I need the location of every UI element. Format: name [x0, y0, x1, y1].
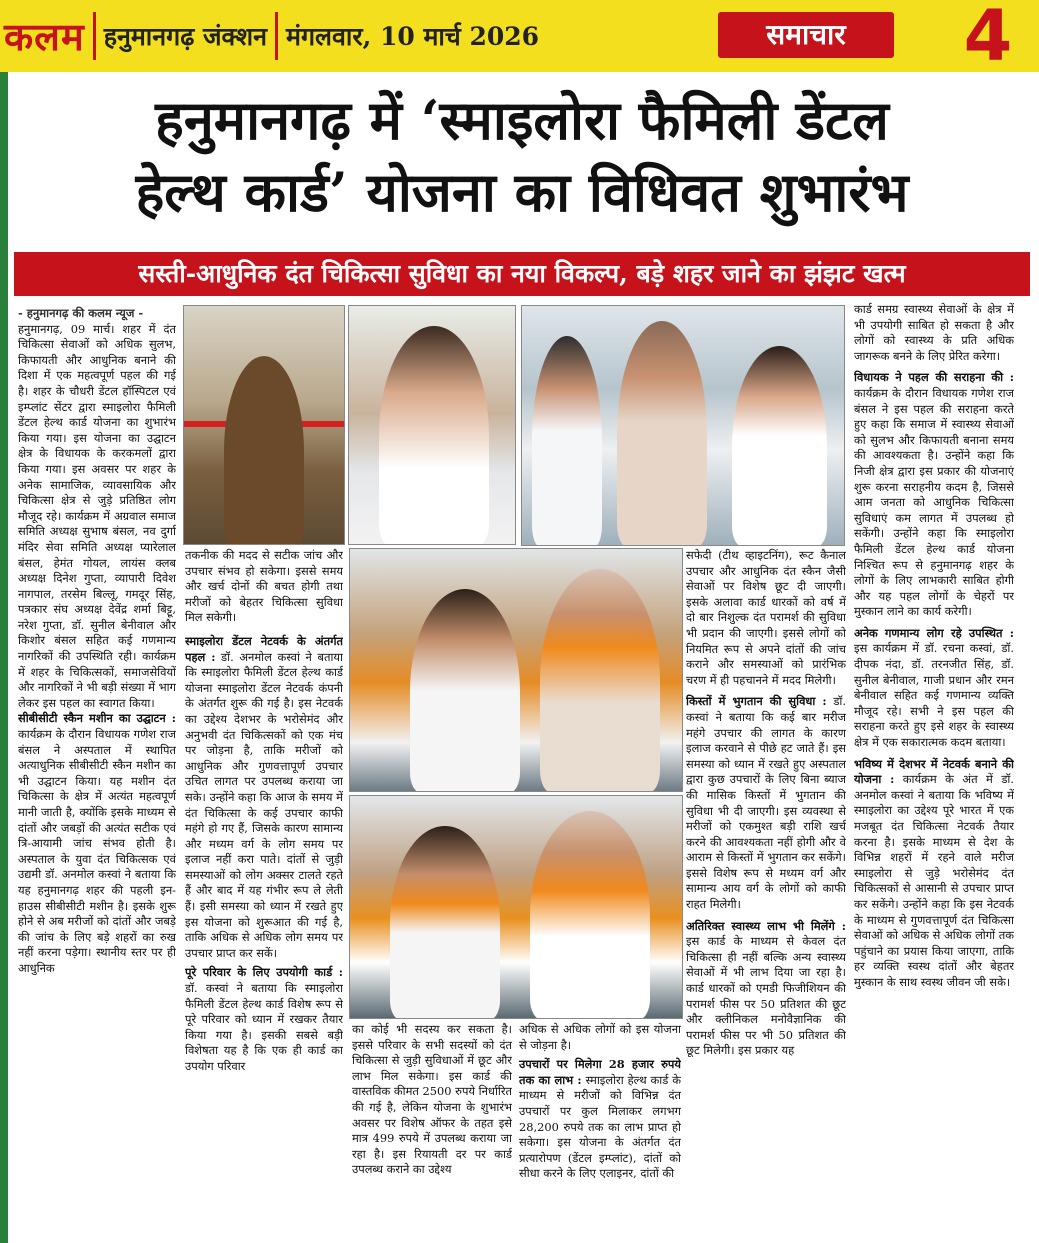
article-column-5 [686, 548, 846, 1236]
paragraph: कार्ड समग्र स्वास्थ्य सेवाओं के क्षेत्र में भी उपयोगी साबित हो सकता है और लोगों को स्वास्थ्य के प्रति अधिक जागरूक बनने के लिए प्रेरित करेगा। [854, 302, 1014, 363]
paragraph: कार्यक्रम के दौरान विधायक गणेश राज बंसल ने अस्पताल में स्थापित अत्याधुनिक सीबीसीटी स्कैन मशीन का भी उद्घाटन किया। यह मशीन दंत चिकित्सा के क्षेत्र में अत्यंत महत्वपूर्ण मानी जाती है, क्योंकि इसके माध्यम से दांतों और जबड़ों की अत्यंत सटीक एवं त्रि-आयामी जांच संभव होती है। अस्पताल के युवा दंत चिकित्सक एवं उद्यमी डॉ. अनमोल कस्वां ने बताया कि यह हनुमानगढ़ शहर की पहली इन-हाउस सीबीसीटी मशीन है। इसके शुरू होने से अब मरीजों को दांतों और जबड़े की जांच के लिए बड़े शहरों का रुख नहीं करना पड़ेगा। स्थानीय स्तर पर ही आधुनिक [18, 727, 176, 975]
masthead-brand: कलम [4, 14, 85, 59]
paragraph: स्माइलोरा हेल्थ कार्ड के माध्यम से मरीजों को विभिन्न दंत उपचारों पर कुल मिलाकर लगभग 28,200 रुपये तक का लाभ प्राप्त हो सकेगा। इस योजना के अंतर्गत दंत प्रत्यारोपण (डेंटल इम्प्लांट), दांतों को सीधा करने के लिए एलाइनर, दांतों की [519, 1072, 681, 1181]
paragraph: कार्यक्रम के दौरान विधायक गणेश राज बंसल ने इस पहल की सराहना करते हुए कहा कि समाज में स्वास्थ्य सेवाओं को सुलभ और किफायती बनाना समय की आवश्यकता है। उन्होंने कहा कि निजी क्षेत्र द्वारा इस प्रकार की योजनाएं शुरू करना सराहनीय कदम है, जिससे आम जनता को आधुनिक चिकित्सा सुविधाएं कम लागत में उपलब्ध हो सकेंगी। उन्होंने कहा कि स्माइलोरा फैमिली डेंटल हेल्थ कार्ड योजना निश्चित रूप से हनुमानगढ़ शहर के लोगों के लिए लाभकारी साबित होगी और यह पहल लोगों के चेहरों पर मुस्कान लाने का कार्य करेगी। [854, 385, 1014, 619]
paragraph: डॉ. कस्वां ने बताया कि स्माइलोरा फैमिली डेंटल हेल्थ कार्ड विशेष रूप से पूरे परिवार को ध्यान में रखकर तैयार किया गया है। इसकी सबसे बड़ी विशेषता यह है कि एक ही कार्ड का उपयोग परिवार [185, 981, 343, 1073]
paragraph: सफेदी (टीथ व्हाइटनिंग), रूट कैनाल उपचार और आधुनिक दंत स्कैन जैसी सेवाओं पर विशेष छूट दी जाएगी। इसके अलावा कार्ड धारकों को वर्ष में दो बार निशुल्क दंत परामर्श की सुविधा भी प्रदान की जाएगी। इससे लोगों को नियमित रूप से अपने दांतों की जांच कराने और समस्याओं को प्रारंभिक चरण में ही पहचानने में मदद मिलेगी। [686, 548, 846, 687]
photo-ribbon-cutting [183, 305, 345, 545]
subheading: किस्तों में भुगतान की सुविधा : [686, 694, 827, 709]
person-figure [617, 321, 707, 546]
subheading: विधायक ने पहल की सराहना की : [854, 370, 1014, 385]
subheading: सीबीसीटी स्कैन मशीन का उद्घाटन : [18, 711, 176, 726]
subheading: पूरे परिवार के लिए उपयोगी कार्ड : [185, 965, 343, 980]
masthead-divider [93, 12, 96, 60]
article-column-3 [352, 1022, 512, 1236]
paragraph: अधिक से अधिक लोगों को इस योजना से जोड़ना है। [519, 1022, 681, 1052]
paragraph: इस कार्ड के माध्यम से केवल दंत चिकित्सा ही नहीं बल्कि अन्य स्वास्थ्य सेवाओं में भी लाभ दिया जा रहा है। कार्ड धारकों को एमडी फिजीशियन की परामर्श फीस पर 50 प्रतिशत की छूट और क्लीनिकल मनोवैज्ञानिक की परामर्श फीस पर भी 50 प्रतिशत की छूट मिलेगी। इस प्रकार यह [686, 934, 846, 1058]
paragraph: तकनीक की मदद से सटीक जांच और उपचार संभव हो सकेगा। इससे समय और खर्च दोनों की बचत होगी तथा मरीजों को बेहतर चिकित्सा सुविधा मिल सकेगी। [185, 548, 343, 625]
headline [12, 84, 1032, 228]
subheading: अतिरिक्त स्वास्थ्य लाभ भी मिलेंगे : [686, 918, 846, 933]
page-number: 4 [963, 0, 1013, 77]
subheading: उपचारों पर मिलेगा 28 हजार रुपये तक का लाभ : [519, 1057, 681, 1087]
paragraph: डॉ. कस्वां ने बताया कि कई बार मरीज महंगे उपचार की लागत के कारण इलाज करवाने से पीछे हट जाते हैं। इस समस्या को ध्यान में रखते हुए अस्पताल द्वारा कुछ उपचारों के लिए बिना ब्याज की मासिक किस्तों में भुगतान की सुविधा भी दी जाएगी। इस व्यवस्था से मरीजों को एकमुश्त बड़ी राशि खर्च करने की आवश्यकता नहीं होगी और वे आराम से किस्तों में भुगतान कर सकेंगे। इससे विशेष रूप से मध्यम वर्ग और सामान्य आय वर्ग के लोगों को काफी राहत मिलेगी। [686, 694, 846, 912]
headline-line-1: हनुमानगढ़ में ‘स्माइलोरा फैमिली डेंटल [155, 88, 889, 152]
person-figure [530, 811, 650, 1019]
person-figure [224, 356, 304, 545]
masthead-date: मंगलवार, 10 मार्च 2026 [286, 22, 540, 51]
person-figure [540, 569, 660, 792]
article-column-2 [185, 548, 343, 1236]
paragraph: इस कार्यक्रम में डॉ. रचना कस्वां, डॉ. दीपक नंदा, डॉ. तरनजीत सिंह, डॉ. सुनील बेनीवाल, गाजी प्रधान और रमन बेनीवाल सहित कई गणमान्य व्यक्ति मौजूद रहे। सभी ने इस पहल की सराहना करते हुए इसे शहर के स्वास्थ्य क्षेत्र में एक सकारात्मक कदम बताया। [854, 641, 1014, 750]
photo-garland-handshake [349, 548, 683, 792]
section-label: समाचार [718, 12, 894, 58]
paragraph: डॉ. अनमोल कस्वां ने बताया कि स्माइलोरा फैमिली डेंटल हेल्थ कार्ड योजना स्माइलोरा डेंटल नेटवर्क कंपनी के अंतर्गत शुरू की गई है। इस नेटवर्क का उद्देश्य देशभर के भरोसेमंद और अनुभवी दंत चिकित्सकों को एक मंच पर जोड़ना है, ताकि मरीजों को आधुनिक और गुणवत्तापूर्ण उपचार उचित लागत पर उपलब्ध कराया जा सके। उन्होंने कहा कि आज के समय में दंत चिकित्सा के कई उपचार काफी महंगे हो गए हैं, जिसके कारण सामान्य और मध्यम वर्ग के लोग समय पर इलाज नहीं करा पाते। दांतों से जुड़ी समस्याओं को लोग अक्सर टालते रहते हैं और बाद में यह गंभीर रूप ले लेती हैं। इसी समस्या को ध्यान में रखते हुए इस योजना को शुरूआत की गई है, ताकि अधिक से अधिक लोग समय पर उपचार प्राप्त कर सकें। [185, 649, 343, 960]
byline: - हनुमानगढ़ की कलम न्यूज - [18, 306, 144, 320]
headline-line-2: हेल्थ कार्ड’ योजना का विधिवत शुभारंभ [135, 160, 909, 224]
subheadline: सस्ती-आधुनिक दंत चिकित्सा सुविधा का नया विकल्प, बड़े शहर जाने का झंझट खत्म [14, 252, 1030, 296]
paragraph: कार्यक्रम के अंत में डॉ. अनमोल कस्वां ने बताया कि भविष्य में स्माइलोरा का उद्देश्य पूरे भारत में एक मजबूत दंत चिकित्सा नेटवर्क तैयार करना है। इसके माध्यम से देश के विभिन्न शहरों में रहने वाले मरीज स्माइलोरा से जुड़े भरोसेमंद दंत चिकित्सकों से आसानी से उपचार प्राप्त कर सकेंगे। उन्होंने कहा कि इस नेटवर्क के माध्यम से गुणवत्तापूर्ण दंत चिकित्सा सेवाओं को अधिक से अधिक लोगों तक पहुंचाने का प्रयास किया जाएगा, ताकि हर व्यक्ति स्वस्थ दांतों और बेहतर मुस्कान के साथ स्वस्थ जीवन जी सके। [854, 772, 1014, 989]
paragraph: का कोई भी सदस्य कर सकता है। इससे परिवार के सभी सदस्यों को दंत चिकित्सा से जुड़ी सुविधाओं में छूट और लाभ मिल सकेगा। इस कार्ड की वास्तविक कीमत 2500 रुपये निर्धारित की गई है, लेकिन योजना के शुभारंभ अवसर पर विशेष ऑफर के तहत इसे मात्र 499 रुपये में उपलब्ध कराया जा रहा है। इस रियायती दर पर कार्ड उपलब्ध कराने का उद्देश्य [352, 1022, 512, 1177]
photo-garland-welcome [349, 795, 683, 1019]
person-figure [379, 326, 489, 545]
article-column-4 [519, 1022, 681, 1236]
photo-bouquet-presentation [521, 305, 845, 546]
photo-doctor-portrait [348, 305, 516, 545]
article-column-6 [854, 302, 1014, 1236]
masthead-divider [275, 12, 278, 60]
person-figure [410, 589, 520, 792]
paragraph: हनुमानगढ़, 09 मार्च। शहर में दंत चिकित्सा सेवाओं को अधिक सुलभ, किफायती और आधुनिक बनाने की दिशा में एक महत्वपूर्ण पहल की गई है। शहर के चौधरी डेंटल हॉस्पिटल एवं इम्प्लांट सेंटर द्वारा स्माइलोरा फैमिली डेंटल हेल्थ कार्ड योजना का शुभारंभ किया गया। इस योजना का उद्घाटन क्षेत्र के विधायक के करकमलों द्वारा किया गया। इस अवसर पर शहर के अनेक सामाजिक, व्यावसायिक और चिकित्सा क्षेत्र से जुड़े प्रतिष्ठित लोग मौजूद रहे। कार्यक्रम में अग्रवाल समाज समिति अध्यक्ष सुभाष बंसल, नव दुर्गा मंदिर सेवा समिति अध्यक्ष प्यारेलाल बंसल, हेमंत गोयल, लायंस क्लब अध्यक्ष दिनेश गुप्ता, व्यापारी दिवेश नागपाल, तरसेम बिल्लू, गमदूर सिंह, पत्रकार संघ अध्यक्ष देवेंद्र शर्मा बिट्टू, नरेश गुप्ता, डॉ. सुनील बेनीवाल और किशोर बंसल सहित कई गणमान्य नागरिकों की उपस्थिति रही। कार्यक्रम में शहर के चिकित्सकों, समाजसेवियों और नागरिकों ने भी बड़ी संख्या में भाग लेकर इस पहल का स्वागत किया। [18, 321, 176, 710]
subheading: स्माइलोरा डेंटल नेटवर्क के अंतर्गत पहल : [185, 633, 343, 664]
subheading: अनेक गणमान्य लोग रहे उपस्थित : [854, 625, 1014, 640]
page-edge-strip [0, 72, 8, 1243]
person-figure [532, 336, 602, 546]
masthead [0, 0, 1039, 77]
masthead-city: हनुमानगढ़ जंक्शन [103, 22, 267, 51]
article-column-1 [18, 306, 176, 1236]
person-figure [390, 826, 500, 1019]
person-figure [732, 346, 827, 546]
subheading: भविष्य में देशभर में नेटवर्क बनाने की योजना : [854, 756, 1014, 787]
